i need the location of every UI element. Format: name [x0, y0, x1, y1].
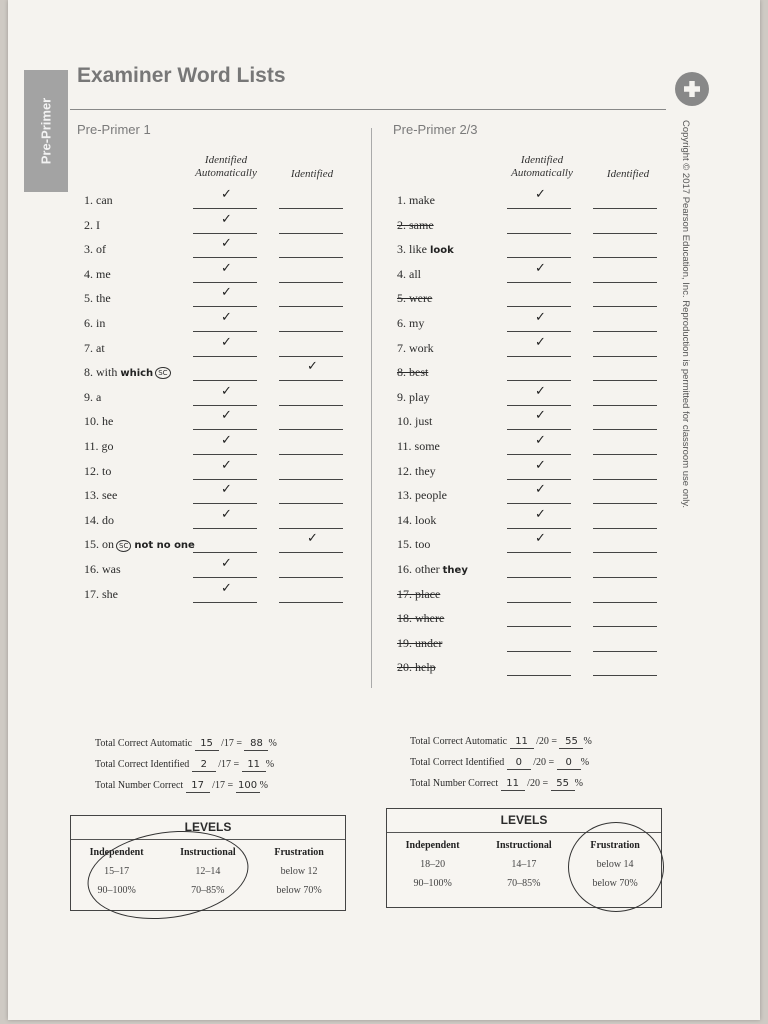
pearson-logo-icon — [675, 72, 709, 106]
check-mark-icon: ✓ — [221, 433, 232, 448]
left-list-title: Pre-Primer 1 — [77, 122, 151, 137]
level-circle-mark — [568, 822, 664, 912]
right-header-automatic: Identified Automatically — [511, 154, 573, 179]
word-label: 7. at — [84, 340, 105, 355]
word-label: 15. too — [397, 537, 431, 552]
check-mark-icon: ✓ — [221, 506, 232, 522]
percent-sign: % — [268, 738, 277, 749]
word-label: 17. place — [397, 586, 441, 601]
level-name: Frustration — [274, 847, 324, 858]
automatic-answer-line — [193, 503, 257, 504]
word-label: 2. I — [84, 217, 100, 232]
check-mark-icon: ✓ — [221, 285, 232, 301]
total-line — [410, 773, 592, 794]
right-totals — [410, 731, 592, 794]
word-label: 16. was — [84, 562, 121, 576]
identified-answer-line — [593, 651, 657, 652]
identified-answer-line — [279, 429, 343, 430]
automatic-answer-line — [507, 503, 571, 504]
word-item — [397, 488, 447, 503]
word-item — [397, 464, 436, 479]
check-mark-icon: ✓ — [221, 236, 232, 252]
check-mark-icon: ✓ — [221, 457, 232, 473]
total-denominator: /20 = — [527, 778, 549, 789]
identified-answer-line — [279, 454, 343, 455]
identified-answer-line — [279, 380, 343, 381]
word-item — [397, 513, 436, 528]
total-percent: 100 — [236, 780, 260, 793]
automatic-answer-line — [193, 405, 257, 406]
automatic-answer-line — [507, 479, 571, 480]
total-percent: 11 — [242, 759, 266, 772]
check-mark-icon: ✓ — [221, 580, 232, 596]
word-row — [84, 310, 374, 336]
check-mark-icon: ✓ — [221, 334, 232, 350]
word-row — [397, 334, 687, 361]
word-row — [84, 433, 374, 459]
level-percent: 70–85% — [507, 878, 541, 889]
word-item — [84, 439, 114, 454]
word-label: 12. to — [84, 463, 112, 478]
word-label: 17. she — [84, 586, 118, 601]
automatic-answer-line — [507, 405, 571, 406]
word-label: 7. work — [397, 340, 434, 355]
total-percent: 55 — [559, 736, 583, 749]
word-item — [84, 316, 105, 331]
automatic-answer-line — [193, 233, 257, 234]
word-label: 6. my — [397, 316, 425, 330]
word-label: 4. all — [397, 266, 421, 281]
automatic-answer-line — [193, 331, 257, 332]
word-item — [84, 291, 111, 306]
word-label: 19. under — [397, 635, 443, 650]
word-label: 8. with — [84, 365, 118, 380]
check-mark-icon: ✓ — [221, 211, 232, 227]
word-row — [84, 482, 374, 508]
right-header-identified: Identified — [606, 168, 650, 180]
total-line — [95, 775, 277, 796]
total-line — [95, 754, 277, 775]
word-label: 14. do — [84, 512, 114, 527]
level-range: below 12 — [280, 866, 318, 877]
word-row — [84, 260, 374, 287]
identified-answer-line — [279, 503, 343, 504]
level-percent: 90–100% — [97, 885, 136, 896]
total-count: 2 — [192, 759, 216, 772]
total-denominator: /17 = — [212, 780, 234, 791]
identified-answer-line — [593, 626, 657, 627]
word-row — [397, 291, 687, 311]
automatic-answer-line — [193, 356, 257, 357]
handwritten-response: look — [430, 245, 454, 257]
word-row — [84, 187, 374, 213]
total-count: 0 — [507, 757, 531, 770]
word-item — [397, 242, 454, 257]
identified-answer-line — [279, 602, 343, 603]
identified-answer-line — [593, 454, 657, 455]
identified-answer-line — [279, 257, 343, 258]
word-label: 5. were — [397, 291, 433, 306]
copyright-notice: Copyright © 2017 Pearson Education, Inc. Reproduction is permitted for classroom use only. — [680, 120, 691, 509]
word-row — [84, 383, 374, 410]
levels-title: LEVELS — [184, 820, 232, 834]
word-row — [397, 611, 687, 631]
word-item — [397, 341, 434, 356]
automatic-answer-line — [507, 356, 571, 357]
word-label: 9. a — [84, 389, 102, 404]
word-label: 14. look — [397, 512, 437, 527]
levels-title: LEVELS — [500, 813, 548, 827]
word-item — [84, 562, 121, 577]
check-mark-icon: ✓ — [221, 408, 232, 424]
identified-answer-line — [593, 331, 657, 332]
page-title: Examiner Word Lists — [77, 64, 286, 87]
total-denominator: /20 = — [533, 757, 555, 768]
header-rule — [70, 109, 666, 110]
word-label: 12. they — [397, 463, 436, 478]
word-item — [397, 537, 430, 552]
right-list-title: Pre-Primer 2/3 — [393, 122, 478, 137]
total-label: Total Correct Identified — [410, 757, 505, 768]
total-percent: 0 — [557, 757, 581, 770]
total-label: Total Correct Automatic — [410, 736, 508, 747]
identified-answer-line — [593, 577, 657, 578]
level-percent: 90–100% — [413, 878, 452, 889]
identified-answer-line — [593, 405, 657, 406]
word-row — [397, 636, 687, 656]
percent-sign: % — [265, 759, 275, 770]
total-line — [410, 752, 592, 773]
word-label: 6. in — [84, 316, 106, 330]
word-label: 11. go — [84, 439, 114, 453]
word-item — [84, 390, 101, 405]
word-item — [397, 390, 430, 405]
word-label: 9. play — [397, 389, 430, 404]
word-row — [397, 383, 687, 410]
word-item — [84, 513, 114, 528]
word-item — [84, 537, 195, 552]
word-item — [397, 562, 468, 577]
handwritten-response: not no one — [134, 540, 195, 552]
level-percent: below 70% — [276, 885, 322, 896]
word-row — [397, 365, 687, 385]
total-label: Total Correct Automatic — [95, 738, 193, 749]
identified-answer-line — [279, 528, 343, 529]
word-label: 3. of — [84, 242, 106, 257]
total-percent: 88 — [244, 738, 268, 751]
identified-answer-line — [593, 503, 657, 504]
word-row — [84, 236, 374, 262]
check-mark-icon: ✓ — [535, 506, 546, 522]
word-item — [397, 611, 444, 626]
word-row — [397, 562, 687, 582]
level-name: Independent — [405, 840, 460, 851]
self-correction-mark: SC — [116, 540, 131, 552]
identified-answer-line — [279, 356, 343, 357]
level-column — [478, 836, 569, 893]
word-item — [397, 193, 435, 208]
word-item — [84, 414, 113, 429]
section-tab-label: Pre-Primer — [38, 97, 54, 165]
automatic-answer-line — [193, 306, 257, 307]
level-name: Instructional — [180, 847, 236, 858]
level-range: 18–20 — [420, 859, 446, 870]
word-item — [397, 218, 434, 233]
automatic-answer-line — [507, 429, 571, 430]
word-label: 10. he — [84, 414, 114, 429]
check-mark-icon: ✓ — [535, 408, 546, 424]
check-mark-icon: ✓ — [221, 310, 232, 325]
left-header-identified: Identified — [290, 168, 334, 180]
check-mark-icon: ✓ — [221, 260, 232, 276]
word-item — [84, 341, 105, 356]
word-row — [84, 211, 374, 238]
word-row — [84, 556, 374, 582]
word-item — [84, 365, 171, 380]
identified-answer-line — [279, 479, 343, 480]
automatic-answer-line — [193, 282, 257, 283]
word-row — [397, 457, 687, 484]
automatic-answer-line — [193, 257, 257, 258]
level-range: 15–17 — [104, 866, 130, 877]
identified-answer-line — [279, 282, 343, 283]
word-row — [397, 587, 687, 607]
word-label: 11. some — [397, 439, 440, 453]
word-label: 3. like — [397, 242, 427, 257]
identified-answer-line — [279, 405, 343, 406]
word-row — [84, 408, 374, 434]
automatic-answer-line — [507, 651, 571, 652]
word-row — [397, 482, 687, 508]
self-correction-mark: SC — [155, 367, 170, 379]
word-label: 18. where — [397, 611, 445, 626]
automatic-answer-line — [507, 454, 571, 455]
automatic-answer-line — [193, 552, 257, 553]
level-range: below 14 — [596, 859, 634, 870]
total-count: 17 — [186, 780, 210, 793]
total-line — [95, 733, 277, 754]
automatic-answer-line — [507, 528, 571, 529]
level-percent: below 70% — [592, 878, 638, 889]
word-row — [84, 334, 374, 361]
identified-answer-line — [593, 552, 657, 553]
word-label: 15. on — [84, 537, 114, 552]
automatic-answer-line — [507, 331, 571, 332]
level-name: Frustration — [590, 840, 640, 851]
word-row — [84, 580, 374, 607]
word-item — [397, 267, 421, 282]
total-line — [410, 731, 592, 752]
total-count: 11 — [501, 778, 525, 791]
word-item — [397, 439, 440, 454]
check-mark-icon: ✓ — [535, 433, 546, 448]
check-mark-icon: ✓ — [221, 187, 232, 202]
word-item — [84, 193, 113, 208]
word-row — [84, 285, 374, 311]
word-item — [397, 636, 442, 651]
level-percent: 70–85% — [191, 885, 225, 896]
check-mark-icon: ✓ — [535, 482, 546, 498]
total-label: Total Number Correct — [95, 780, 184, 791]
check-mark-icon: ✓ — [221, 482, 232, 498]
check-mark-icon: ✓ — [535, 260, 546, 276]
word-item — [84, 218, 100, 233]
word-row — [397, 531, 687, 557]
word-item — [84, 267, 111, 282]
word-row — [84, 531, 374, 557]
automatic-answer-line — [507, 577, 571, 578]
word-item — [84, 464, 111, 479]
check-mark-icon: ✓ — [535, 383, 546, 399]
identified-answer-line — [279, 233, 343, 234]
word-label: 20. help — [397, 660, 436, 675]
identified-answer-line — [279, 331, 343, 332]
identified-answer-line — [593, 602, 657, 603]
identified-answer-line — [593, 528, 657, 529]
word-item — [84, 242, 106, 257]
total-label: Total Number Correct — [410, 778, 499, 789]
word-item — [84, 587, 118, 602]
automatic-answer-line — [507, 282, 571, 283]
check-mark-icon: ✓ — [307, 359, 318, 375]
total-count: 11 — [510, 736, 534, 749]
automatic-answer-line — [507, 306, 571, 307]
level-column — [253, 843, 344, 900]
total-label: Total Correct Identified — [95, 759, 190, 770]
check-mark-icon: ✓ — [221, 556, 232, 571]
word-row — [397, 310, 687, 336]
word-row — [397, 408, 687, 434]
percent-sign: % — [259, 780, 268, 791]
automatic-answer-line — [507, 257, 571, 258]
word-item — [397, 587, 440, 602]
automatic-answer-line — [507, 626, 571, 627]
automatic-answer-line — [193, 208, 257, 209]
section-tab — [24, 70, 68, 192]
automatic-answer-line — [507, 675, 571, 676]
word-item — [397, 365, 428, 380]
word-row — [84, 457, 374, 484]
handwritten-response: which — [120, 368, 154, 380]
word-row — [397, 187, 687, 213]
word-label: 8. best — [397, 365, 429, 380]
automatic-answer-line — [193, 577, 257, 578]
automatic-answer-line — [193, 528, 257, 529]
level-name: Instructional — [496, 840, 552, 851]
word-item — [397, 316, 424, 331]
automatic-answer-line — [193, 380, 257, 381]
identified-answer-line — [593, 306, 657, 307]
word-row — [84, 506, 374, 533]
left-totals — [95, 733, 277, 796]
word-item — [397, 291, 432, 306]
automatic-answer-line — [193, 602, 257, 603]
word-row — [397, 506, 687, 533]
handwritten-response: they — [442, 565, 468, 576]
identified-answer-line — [279, 577, 343, 578]
level-name: Independent — [89, 847, 144, 858]
check-mark-icon: ✓ — [535, 457, 546, 473]
total-count: 15 — [195, 738, 219, 751]
identified-answer-line — [279, 552, 343, 553]
left-header-automatic: Identified Automatically — [195, 154, 257, 179]
identified-answer-line — [593, 479, 657, 480]
total-denominator: /17 = — [218, 759, 240, 770]
word-item — [397, 660, 436, 675]
word-row — [397, 218, 687, 238]
word-label: 10. just — [397, 414, 433, 429]
total-denominator: /17 = — [221, 738, 242, 749]
automatic-answer-line — [507, 552, 571, 553]
identified-answer-line — [593, 208, 657, 209]
identified-answer-line — [593, 429, 657, 430]
automatic-answer-line — [193, 429, 257, 430]
automatic-answer-line — [507, 380, 571, 381]
word-row — [397, 433, 687, 459]
check-mark-icon: ✓ — [535, 310, 546, 325]
percent-sign: % — [583, 736, 592, 747]
automatic-answer-line — [507, 602, 571, 603]
identified-answer-line — [593, 233, 657, 234]
word-label: 13. see — [84, 488, 118, 503]
level-range: 14–17 — [511, 859, 537, 870]
automatic-answer-line — [507, 208, 571, 209]
automatic-answer-line — [193, 454, 257, 455]
word-row — [84, 359, 374, 385]
percent-sign: % — [580, 757, 590, 768]
word-label: 1. make — [397, 193, 435, 207]
identified-answer-line — [593, 282, 657, 283]
identified-answer-line — [593, 380, 657, 381]
word-item — [397, 414, 432, 429]
total-percent: 55 — [551, 778, 575, 791]
level-column — [387, 836, 478, 893]
identified-answer-line — [593, 356, 657, 357]
word-label: 4. me — [84, 266, 111, 281]
word-label: 5. the — [84, 291, 111, 306]
identified-answer-line — [279, 208, 343, 209]
word-item — [84, 488, 117, 503]
word-label: 16. other — [397, 562, 440, 576]
check-mark-icon: ✓ — [535, 187, 546, 202]
check-mark-icon: ✓ — [535, 531, 546, 547]
automatic-answer-line — [507, 233, 571, 234]
identified-answer-line — [279, 306, 343, 307]
percent-sign: % — [574, 778, 583, 789]
level-range: 12–14 — [195, 866, 221, 877]
word-row — [397, 242, 687, 262]
check-mark-icon: ✓ — [221, 383, 232, 399]
word-label: 13. people — [397, 488, 447, 503]
word-label: 1. can — [84, 193, 113, 207]
automatic-answer-line — [193, 479, 257, 480]
word-row — [397, 660, 687, 680]
identified-answer-line — [593, 257, 657, 258]
identified-answer-line — [593, 675, 657, 676]
check-mark-icon: ✓ — [307, 531, 318, 547]
total-denominator: /20 = — [536, 736, 557, 747]
check-mark-icon: ✓ — [535, 334, 546, 350]
word-label: 2. same — [397, 217, 434, 232]
word-row — [397, 260, 687, 287]
